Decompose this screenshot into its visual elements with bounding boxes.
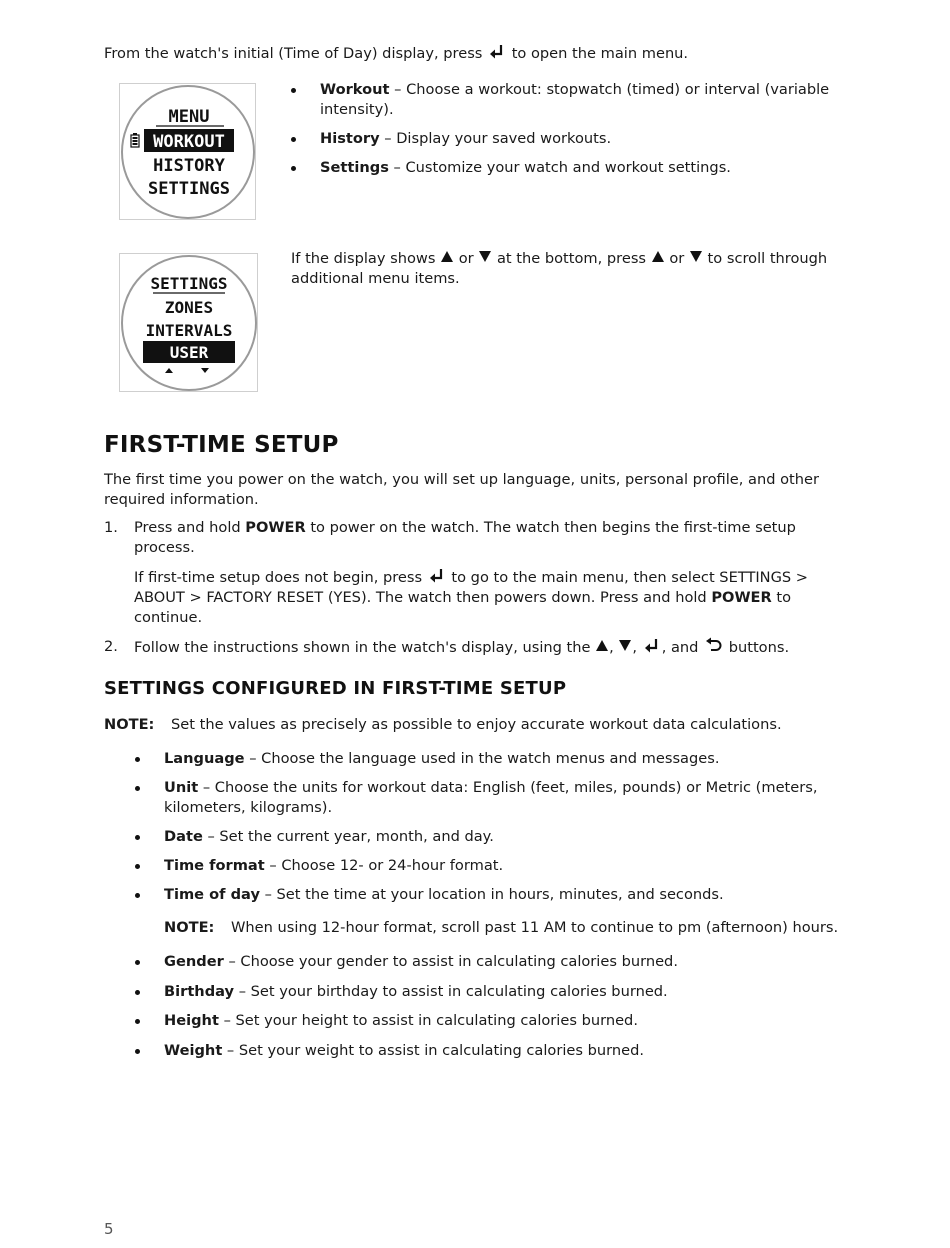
scroll-note: If the display shows or at the bottom, press or to scroll through additional menu items. xyxy=(291,250,828,287)
section-heading-first-time-setup: FIRST-TIME SETUP xyxy=(104,432,339,458)
list-item: Birthday – Set your birthday to assist in calculating calories burned. xyxy=(134,982,844,1002)
down-arrow-icon xyxy=(690,251,702,262)
watch-menu-screen xyxy=(119,83,256,220)
list-item: Unit – Choose the units for workout data: English (feet, miles, pounds) or Metric (meters, kilometers, kilograms). xyxy=(134,778,844,818)
list-item: Height – Set your height to assist in calculating calories burned. xyxy=(134,1011,844,1031)
up-arrow-icon xyxy=(652,251,664,262)
back-icon xyxy=(705,637,722,654)
up-arrow-icon xyxy=(596,640,608,651)
list-item: Weight – Set your weight to assist in calculating calories burned. xyxy=(134,1041,844,1061)
settings-bullet-list-2 xyxy=(134,952,844,1061)
enter-icon xyxy=(429,568,445,584)
watch-settings-item-user: USER xyxy=(169,343,209,362)
list-item: History – Display your saved workouts. xyxy=(290,129,850,149)
up-arrow-icon xyxy=(441,251,453,262)
first-time-setup-intro: The first time you power on the watch, you will set up language, units, personal profile, and other required information. xyxy=(104,471,819,508)
list-item: Gender – Choose your gender to assist in calculating calories burned. xyxy=(134,952,844,972)
step-2: 2. Follow the instructions shown in the watch's display, using the , , , and buttons. xyxy=(104,638,790,656)
intro-text-before: From the watch's initial (Time of Day) display, press xyxy=(104,45,483,62)
time-format-note: NOTE: When using 12-hour format, scroll past 11 AM to continue to pm (afternoon) hours. xyxy=(164,919,839,936)
settings-bullet-list xyxy=(134,749,844,905)
list-item: Date – Set the current year, month, and day. xyxy=(134,827,844,847)
enter-icon xyxy=(644,638,660,654)
watch-menu-item-workout: WORKOUT xyxy=(153,132,225,152)
watch-settings-item-intervals: INTERVALS xyxy=(145,321,233,340)
list-item: Time of day – Set the time at your location in hours, minutes, and seconds. xyxy=(134,885,844,905)
step-1-note: If first-time setup does not begin, press to go to the main menu, then select SETTINGS > ABOUT > FACTORY RESET (YES). The watch then powers down. Press and hold POWER to continue. xyxy=(134,569,809,626)
watch-menu-item-settings: SETTINGS xyxy=(148,179,230,199)
list-item: Time format – Choose 12- or 24-hour format. xyxy=(134,856,844,876)
section-heading-settings-configured: SETTINGS CONFIGURED IN FIRST-TIME SETUP xyxy=(104,678,567,699)
list-item: Language – Choose the language used in the watch menus and messages. xyxy=(134,749,844,769)
watch-settings-title: SETTINGS xyxy=(150,274,228,293)
intro-text-after: to open the main menu. xyxy=(511,45,689,62)
down-arrow-icon xyxy=(619,640,631,651)
watch-menu-item-history: HISTORY xyxy=(153,156,225,176)
list-item: Workout – Choose a workout: stopwatch (timed) or interval (variable intensity). xyxy=(290,80,850,120)
step-1: 1. Press and hold POWER to power on the watch. The watch then begins the first-time setup process. xyxy=(104,519,796,556)
watch-settings-screen xyxy=(119,253,258,392)
page-number: 5 xyxy=(104,1220,114,1238)
watch-menu-title: MENU xyxy=(168,107,210,127)
down-arrow-icon xyxy=(479,251,491,262)
menu-bullet-list xyxy=(290,80,850,178)
list-item: Settings – Customize your watch and workout settings. xyxy=(290,158,850,178)
note: NOTE: Set the values as precisely as possible to enjoy accurate workout data calculations. xyxy=(104,716,782,733)
enter-icon xyxy=(489,44,505,60)
watch-settings-item-zones: ZONES xyxy=(164,298,214,317)
intro-line xyxy=(104,44,688,64)
